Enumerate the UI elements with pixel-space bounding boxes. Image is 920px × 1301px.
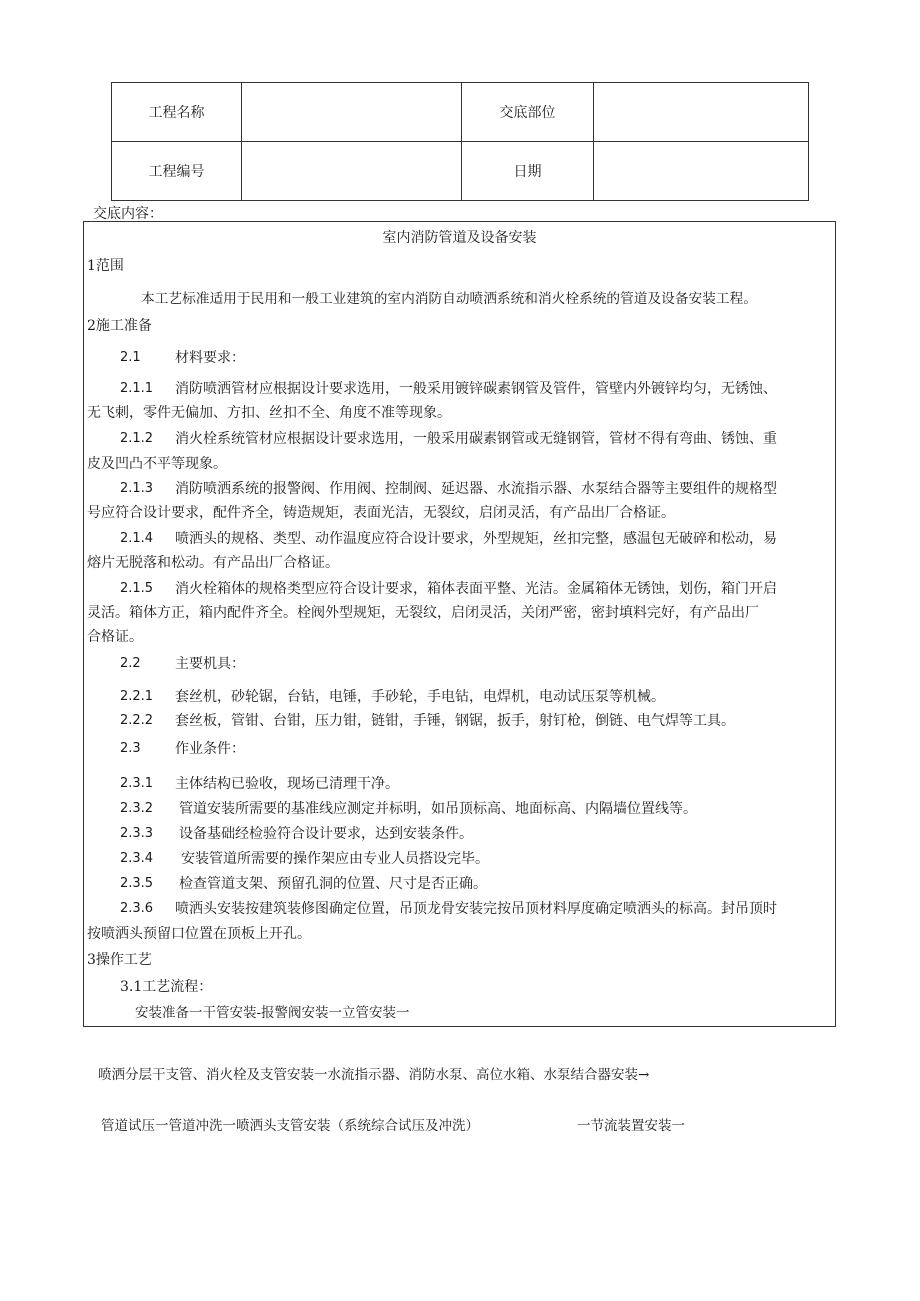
s235-num: 2.3.5 xyxy=(120,876,154,891)
s233-text: 设备基础经检验符合设计要求，达到安装条件。 xyxy=(179,826,473,842)
project-no-label: 工程编号 xyxy=(112,142,242,201)
s215-line-1: 消火栓箱体的规格类型应符合设计要求，箱体表面平整、光洁。金属箱体无锈蚀，划伤，箱门开启 xyxy=(175,581,777,597)
s232-text: 管道安装所需要的基准线应测定并标明，如吊顶标高、地面标高、内隔墙位置线等。 xyxy=(179,801,697,817)
s232-num: 2.3.2 xyxy=(120,801,154,816)
section-2-heading: 2施工准备 xyxy=(87,318,152,334)
s214-line-2: 熔片无脱落和松动。有产品出厂合格证。 xyxy=(87,555,339,571)
content-box xyxy=(83,221,836,1027)
s231-num: 2.3.1 xyxy=(120,776,154,791)
section-3-heading: 3操作工艺 xyxy=(87,952,152,968)
project-name-label: 工程名称 xyxy=(112,83,242,142)
section-1-text: 本工艺标准适用于民用和一般工业建筑的室内消防自动喷洒系统和消火栓系统的管道及设备安装工程。 xyxy=(141,291,757,307)
s221-text: 套丝机，砂轮锯，台钻，电锤，手砂轮，手电钻，电焊机，电动试压泵等机械。 xyxy=(175,689,665,705)
s212-line-1: 消火栓系统管材应根据设计要求选用，一般采用碳素钢管或无缝钢管，管材不得有弯曲、锈蚀、重 xyxy=(175,431,777,447)
s236-line-2: 按喷洒头预留口位置在顶板上开孔。 xyxy=(87,926,311,942)
s31-text: 3.1工艺流程： xyxy=(120,979,213,995)
s23-num: 2.3 xyxy=(120,741,141,756)
s221-num: 2.2.1 xyxy=(120,689,154,704)
s215-num: 2.1.5 xyxy=(120,581,154,596)
s222-text: 套丝板，管钳、台钳，压力钳，链钳，手锤，钢锯，扳手，射钉枪，倒链、电气焊等工具。 xyxy=(175,713,735,729)
s215-line-2: 灵活。箱体方正，箱内配件齐全。栓阀外型规矩，无裂纹，启闭灵活，关闭严密，密封填料完好，有产品出厂 xyxy=(87,605,759,621)
s213-num: 2.1.3 xyxy=(120,481,154,496)
date-label: 日期 xyxy=(462,142,594,201)
s212-num: 2.1.2 xyxy=(120,431,154,446)
project-name-value xyxy=(242,83,462,142)
flow-line-2: 喷洒分层干支管、消火栓及支管安装一水流指示器、消防水泵、高位水箱、水泵结合器安装→ xyxy=(98,1067,650,1083)
s233-num: 2.3.3 xyxy=(120,826,154,841)
s22-text: 主要机具： xyxy=(175,656,245,672)
date-value xyxy=(594,142,809,201)
s215-line-3: 合格证。 xyxy=(87,629,143,645)
s222-num: 2.2.2 xyxy=(120,713,154,728)
content-label: 交底内容： xyxy=(93,206,163,222)
project-no-value xyxy=(242,142,462,201)
section-1-heading: 1范围 xyxy=(87,258,124,274)
s236-line-1: 喷洒头安装按建筑装修图确定位置，吊顶龙骨安装完按吊顶材料厚度确定喷洒头的标高。封吊顶时 xyxy=(175,901,777,917)
s213-line-1: 消防喷洒系统的报警阀、作用阀、控制阀、延迟器、水流指示器、水泵结合器等主要组件的规格型 xyxy=(175,481,777,497)
header-table xyxy=(111,82,809,201)
flow-line-1: 安装准备一干管安装-报警阀安装一立管安装一 xyxy=(135,1005,410,1021)
s234-num: 2.3.4 xyxy=(120,851,154,866)
s21-num: 2.1 xyxy=(120,350,141,365)
s211-num: 2.1.1 xyxy=(120,381,154,396)
s23-text: 作业条件： xyxy=(175,741,245,757)
document-title: 室内消防管道及设备安装 xyxy=(382,230,537,246)
s214-line-1: 喷洒头的规格、类型、动作温度应符合设计要求，外型规矩，丝扣完整，感温包无破碎和松动，易 xyxy=(175,531,777,547)
s214-num: 2.1.4 xyxy=(120,531,154,546)
s234-text: 安装管道所需要的操作架应由专业人员搭设完毕。 xyxy=(181,851,489,867)
handover-part-value xyxy=(594,83,809,142)
s211-line-1: 消防喷洒管材应根据设计要求选用，一般采用镀锌碳素钢管及管件，管壁内外镀锌均匀，无锈蚀、 xyxy=(175,381,777,397)
flow-line-3: 管道试压一管道冲洗一喷洒头支管安装（系统综合试压及冲洗） xyxy=(101,1118,479,1134)
s236-num: 2.3.6 xyxy=(120,901,154,916)
s22-num: 2.2 xyxy=(120,656,141,671)
s211-line-2: 无飞刺，零件无偏加、方扣、丝扣不全、角度不准等现象。 xyxy=(87,405,451,421)
s213-line-2: 号应符合设计要求，配件齐全，铸造规矩，表面光洁，无裂纹，启闭灵活，有产品出厂合格证。 xyxy=(87,505,675,521)
s235-text: 检查管道支架、预留孔洞的位置、尺寸是否正确。 xyxy=(179,876,487,892)
handover-part-label: 交底部位 xyxy=(462,83,594,142)
s21-text: 材料要求： xyxy=(175,350,245,366)
s231-text: 主体结构已验收，现场已清理干净。 xyxy=(175,776,399,792)
s212-line-2: 皮及凹凸不平等现象。 xyxy=(87,456,227,472)
flow-line-3-end: 一节流装置安装一 xyxy=(577,1118,685,1134)
